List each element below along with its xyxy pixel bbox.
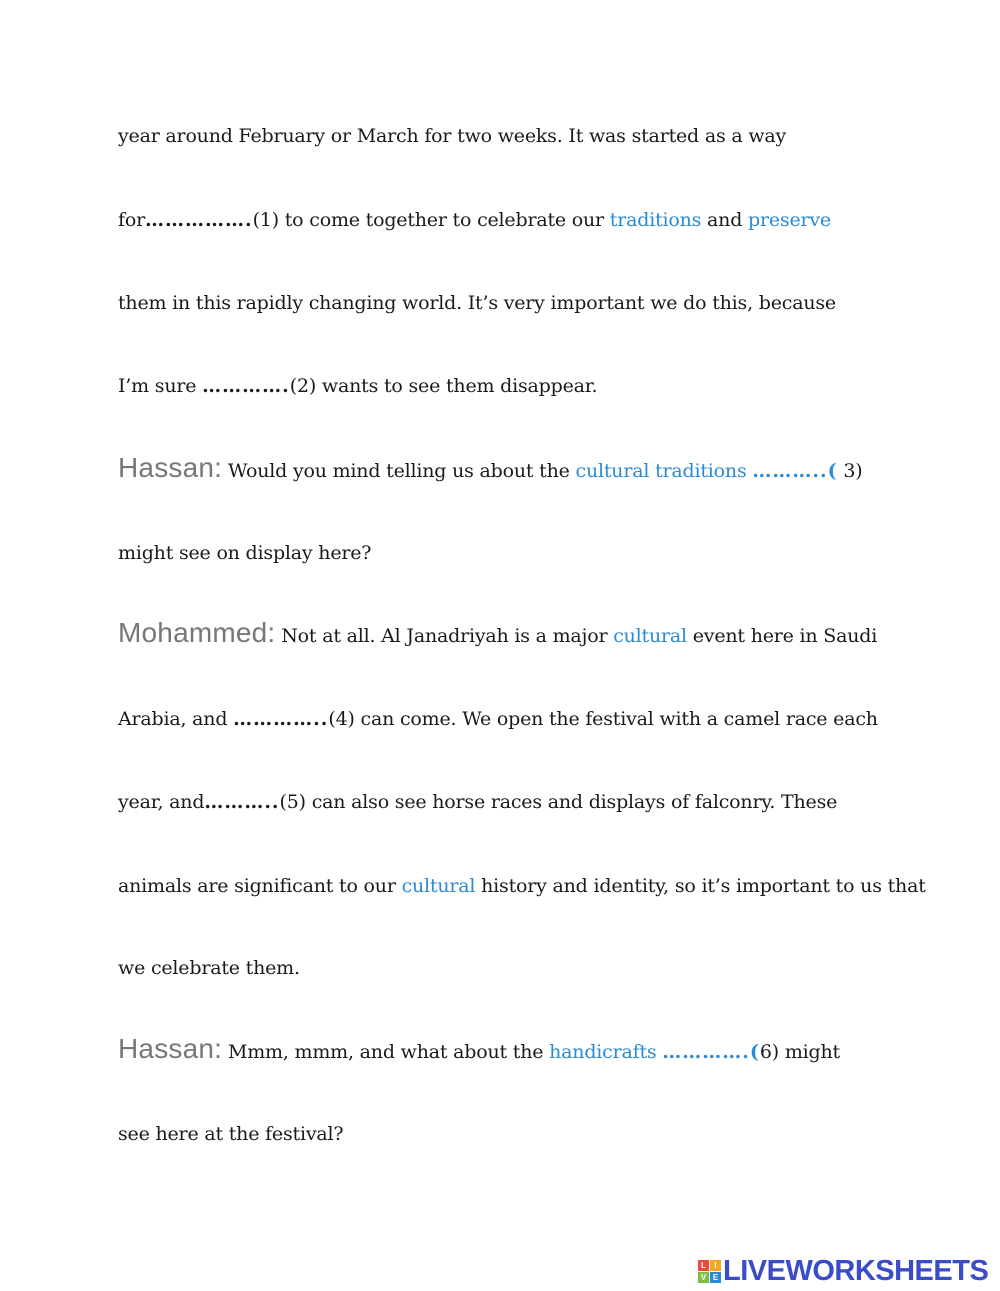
passage-line-4: I’m sure ………….(2) wants to see them disappear. [118,375,598,397]
logo-mark-icon [698,1260,721,1283]
passage-line-11: we celebrate them. [118,957,300,979]
answer-blank-2[interactable]: …………. [202,375,290,397]
speaker-hassan: Hassan: [118,452,223,483]
logo-mark-tile: L [698,1260,709,1271]
passage-line-6: might see on display here? [118,542,372,564]
logo-mark-tile: E [710,1272,721,1283]
answer-blank-6[interactable]: ………….( [662,1041,760,1063]
keyword-handicrafts: handicrafts [549,1041,663,1063]
speaker-mohammed: Mohammed: [118,617,276,648]
passage-line-9: year, and………..(5) can also see horse races and displays of falconry. These [118,791,838,813]
passage-line-12: Hassan: Mmm, mmm, and what about the handicrafts ………….(6) might [118,1033,840,1064]
passage-line-8: Arabia, and …………..(4) can come. We open the festival with a camel race each [118,708,878,730]
answer-blank-1[interactable]: ……………. [144,209,253,231]
passage-line-1: year around February or March for two weeks. It was started as a way [118,125,787,147]
logo-mark-tile: V [698,1272,709,1283]
liveworksheets-logo [698,1256,988,1286]
answer-blank-5[interactable]: ……….. [204,791,280,813]
keyword-cultural: cultural [613,625,687,647]
speaker-hassan: Hassan: [118,1033,223,1064]
logo-wordmark: LIVEWORKSHEETS [723,1254,989,1287]
passage-line-13: see here at the festival? [118,1123,344,1145]
passage-line-5: Hassan: Would you mind telling us about the cultural traditions ………..( 3) [118,452,863,483]
passage-line-10: animals are significant to our cultural history and identity, so it’s important to us that [118,875,926,897]
keyword-traditions: traditions [609,209,702,231]
answer-blank-4[interactable]: ………….. [233,708,329,730]
keyword-cultural: cultural [401,875,476,897]
answer-blank-3[interactable]: ………..( [752,460,838,482]
keyword-preserve: preserve [748,209,831,231]
passage-line-2: for…………….(1) to come together to celebrate our traditions and preserve [118,209,831,231]
passage-line-7: Mohammed: Not at all. Al Janadriyah is a major cultural event here in Saudi [118,617,878,648]
logo-mark-tile: I [710,1260,721,1271]
keyword-cultural-traditions: cultural traditions [575,460,753,482]
passage-line-3: them in this rapidly changing world. It’s very important we do this, because [118,292,836,314]
